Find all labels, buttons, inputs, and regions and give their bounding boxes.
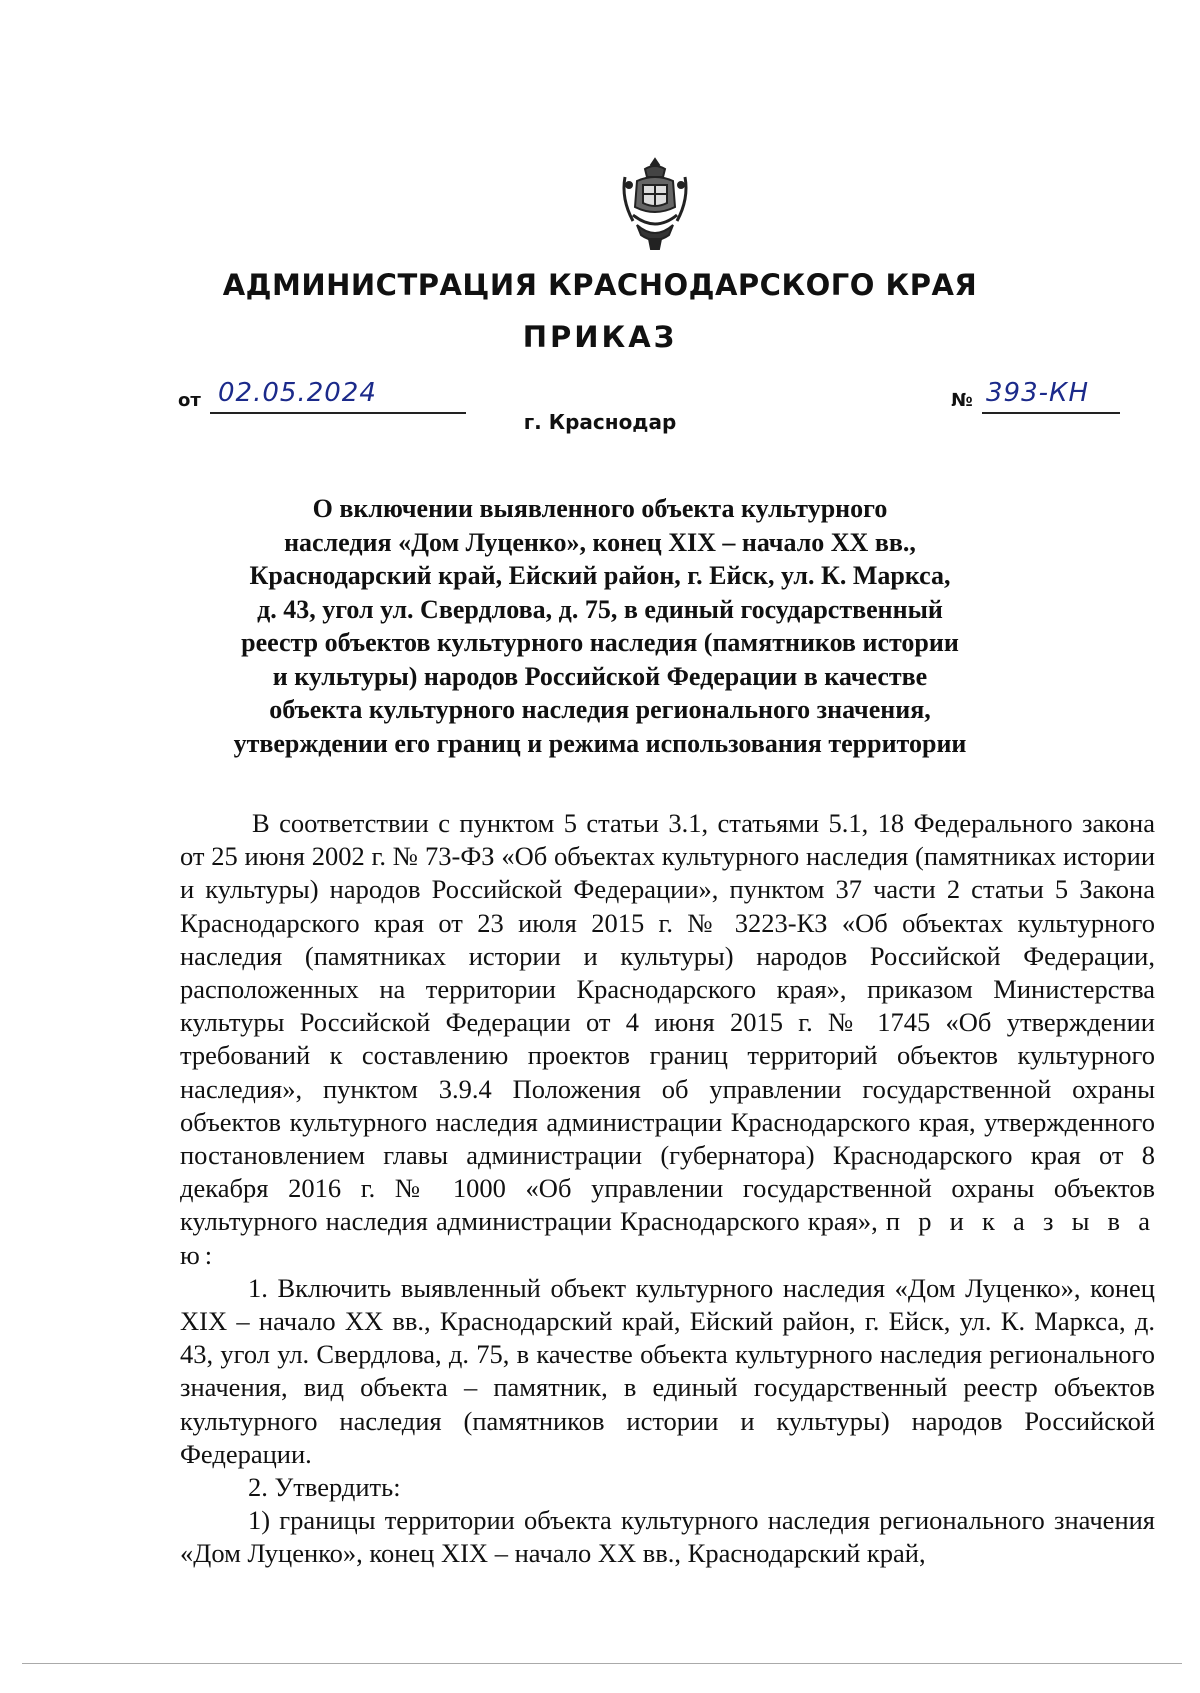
title-line: Краснодарский край, Ейский район, г. Ейск, ул. К. Маркса, <box>249 561 951 590</box>
preamble-paragraph <box>180 807 1155 1272</box>
date-value: 02.05.2024 <box>218 378 377 408</box>
title-line: объекта культурного наследия регионального значения, <box>269 695 931 724</box>
title-line: наследия «Дом Луценко», конец XIX – начало XX вв., <box>284 527 916 557</box>
title-line: реестр объектов культурного наследия (памятников истории <box>241 628 959 657</box>
title-line: утверждении его границ и режима использования территории <box>233 728 967 758</box>
order-word: п р и к а з ы в а ю: <box>180 1206 1155 1270</box>
title-line: О включении выявленного объекта культурного <box>312 494 888 523</box>
item-2-1: 1) границы территории объекта культурного наследия регионального значения «Дом Луценко», конец XIX – начало XX вв., Краснодарский край, <box>180 1505 1155 1569</box>
organization-name: АДМИНИСТРАЦИЯ КРАСНОДАРСКОГО КРАЯ <box>222 268 978 302</box>
page-bottom-rule <box>22 1663 1182 1664</box>
document-body <box>180 807 1155 1571</box>
preamble-text: В соответствии с пунктом 5 статьи 3.1, статьями 5.1, 18 Федерального закона от 25 июня 2002 г. № 73-ФЗ «Об объектах культурного наследия (памятниках истории и культуры) народов Российской Федерации», пунктом 37 части 2 статьи 5 Закона Краснодарского края от 23 июля 2015 г. № 3223-КЗ «Об объектах культурного наследия (памятниках истории и культуры) народов Российской Федерации, расположенных на территории Краснодарского края», приказом Министерства культуры Российской Федерации от 4 июня 2015 г. № 1745 «Об утверждении требований к составлению проектов границ территорий объектов культурного наследия», пунктом 3.9.4 Положения об управлении государственной охраны объектов культурного наследия администрации Краснодарского края, утвержденного постановлением главы администрации (губернатора) Краснодарского края от 8 декабря 2016 г. № 1000 «Об управлении государственной охраны объектов культурного наследия администрации Краснодарского края», <box>180 808 1155 1237</box>
city: г. Краснодар <box>523 410 677 434</box>
krasnodar-coat-of-arms-icon <box>615 155 695 255</box>
item-1: 1. Включить выявленный объект культурного наследия «Дом Луценко», конец XIX – начало XX вв., Краснодарский край, Ейский район, г. Ейск, ул. К. Маркса, д. 43, угол ул. Свердлова, д. 75, в качестве объекта культурного наследия регионального значения, вид объекта – памятник, в единый государственный реестр объектов культурного наследия (памятников истории и культуры) народов Российской Федерации. <box>180 1272 1155 1469</box>
number-label: № <box>951 390 973 411</box>
date-label: от <box>178 390 201 411</box>
title-line: и культуры) народов Российской Федерации в качестве <box>272 661 928 691</box>
item-2: 2. Утвердить: <box>248 1472 401 1503</box>
document-type: ПРИКАЗ <box>522 320 678 354</box>
title-line: д. 43, угол ул. Свердлова, д. 75, в единый государственный <box>257 594 943 624</box>
number-value: 393-КН <box>986 378 1090 408</box>
document-title <box>160 492 1040 760</box>
